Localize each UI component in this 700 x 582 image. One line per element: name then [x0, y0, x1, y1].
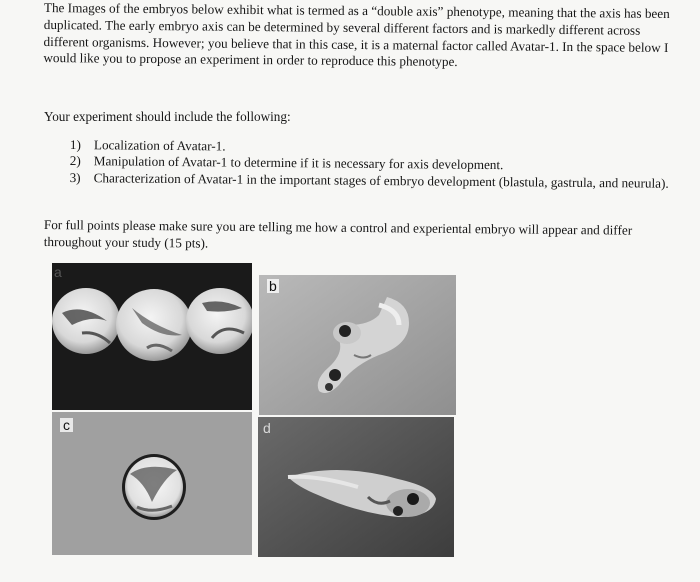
- panel-label-b: b: [269, 278, 277, 294]
- figure-panel-d: [258, 417, 454, 557]
- embryo-image-d: [258, 417, 454, 557]
- list-item-text: Localization of Avatar-1.: [93, 137, 226, 154]
- requirements-list: [70, 137, 680, 192]
- list-item-number: 3): [69, 169, 81, 185]
- panel-label-d: d: [263, 420, 271, 436]
- figure-panel-b: [259, 275, 456, 415]
- embryo-image-b: [259, 275, 456, 415]
- list-item-number: 1): [69, 137, 81, 153]
- task-heading: Your experiment should include the following:: [44, 109, 291, 124]
- intro-paragraph: The Images of the embryos below exhibit what is termed as a “double axis” phenotype, meaning that the axis has been duplicated. The early embryo axis can be determined by several different factors and is markedly different across different organisms. However; you believe that in this case, it is a maternal factor called Avatar-1. In the space below I would like you to propose an experiment in order to reproduce this phenotype.: [43, 0, 670, 70]
- panel-label-a: a: [54, 264, 62, 280]
- embryo-image-c: [52, 412, 252, 555]
- list-item-text: Manipulation of Avatar-1 to determine if it is necessary for axis development.: [93, 153, 504, 173]
- list-item-text: Characterization of Avatar-1 in the important stages of embryo development (blastula, gastrula, and neurula).: [93, 170, 669, 191]
- list-item-number: 2): [69, 153, 81, 169]
- grading-note: For full points please make sure you are telling me how a control and experiental embryo will appear and differ throughout your study (15 pts).: [43, 217, 633, 251]
- embryo-image-a: [52, 263, 252, 410]
- panel-label-c: c: [60, 418, 73, 432]
- figure-panel-a: [52, 263, 252, 410]
- figure-panel-c: [52, 412, 252, 555]
